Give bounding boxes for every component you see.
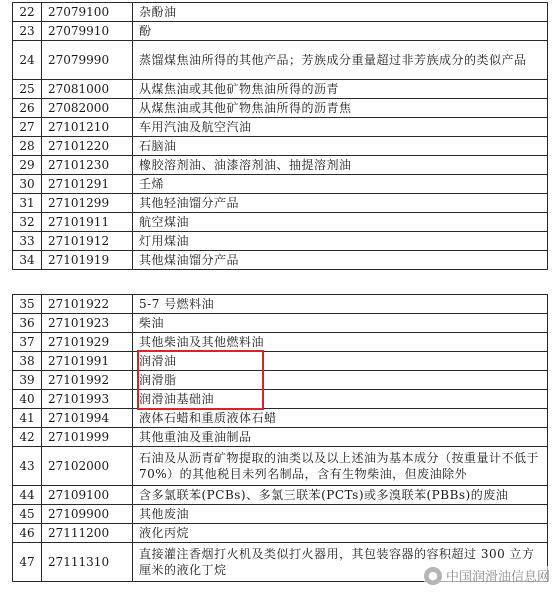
row-number: 34 xyxy=(13,251,42,270)
table-row xyxy=(13,3,548,22)
product-description: 润滑油 xyxy=(133,352,548,371)
product-description: 其他轻油馏分产品 xyxy=(133,194,548,213)
table-row xyxy=(13,428,548,447)
product-description: 润滑脂 xyxy=(133,371,548,390)
tariff-table-bottom xyxy=(12,294,548,582)
product-description: 其他重油及重油制品 xyxy=(133,428,548,447)
table-row xyxy=(13,175,548,194)
tariff-code: 27101230 xyxy=(42,156,133,175)
row-number: 35 xyxy=(13,295,42,314)
product-description: 含多氯联苯(PCBs)、多氯三联苯(PCTs)或多溴联苯(PBBs)的废油 xyxy=(133,486,548,505)
table-row xyxy=(13,80,548,99)
tariff-code: 27111200 xyxy=(42,524,133,543)
tariff-code: 27101923 xyxy=(42,314,133,333)
product-description: 蒸馏煤焦油所得的其他产品；芳族成分重量超过非芳族成分的类似产品 xyxy=(133,41,548,80)
tariff-code: 27101911 xyxy=(42,213,133,232)
table-row xyxy=(13,251,548,270)
row-number: 45 xyxy=(13,505,42,524)
row-number: 38 xyxy=(13,352,42,371)
tariff-code: 27101993 xyxy=(42,390,133,409)
product-description: 车用汽油及航空汽油 xyxy=(133,118,548,137)
tariff-table-top xyxy=(12,2,548,270)
tariff-code: 27109100 xyxy=(42,486,133,505)
tariff-code: 27101999 xyxy=(42,428,133,447)
product-description: 润滑油基础油 xyxy=(133,390,548,409)
tariff-code: 27101220 xyxy=(42,137,133,156)
wechat-icon: ● xyxy=(424,567,442,585)
tariff-code: 27101291 xyxy=(42,175,133,194)
table-row xyxy=(13,314,548,333)
product-description: 液体石蜡和重质液体石蜡 xyxy=(133,409,548,428)
table-row xyxy=(13,333,548,352)
row-number: 28 xyxy=(13,137,42,156)
tariff-code: 27101992 xyxy=(42,371,133,390)
tariff-code: 27101929 xyxy=(42,333,133,352)
tariff-code: 27101991 xyxy=(42,352,133,371)
product-description: 从煤焦油或其他矿物焦油所得的沥青 xyxy=(133,80,548,99)
product-description: 灯用煤油 xyxy=(133,232,548,251)
row-number: 44 xyxy=(13,486,42,505)
table-row xyxy=(13,371,548,390)
table-row xyxy=(13,295,548,314)
row-number: 23 xyxy=(13,22,42,41)
row-number: 24 xyxy=(13,41,42,80)
tariff-code: 27101994 xyxy=(42,409,133,428)
tariff-code: 27079990 xyxy=(42,41,133,80)
row-number: 40 xyxy=(13,390,42,409)
row-number: 33 xyxy=(13,232,42,251)
product-description: 石脑油 xyxy=(133,137,548,156)
product-description: 石油及从沥青矿物提取的油类以及以上述油为基本成分（按重量计不低于 70%）的其他税目未列名制品，含有生物柴油，但废油除外 xyxy=(133,447,548,486)
row-number: 41 xyxy=(13,409,42,428)
table-row xyxy=(13,232,548,251)
product-description: 其他柴油及其他燃料油 xyxy=(133,333,548,352)
row-number: 46 xyxy=(13,524,42,543)
row-number: 37 xyxy=(13,333,42,352)
table-row xyxy=(13,409,548,428)
table-row xyxy=(13,99,548,118)
tariff-code: 27101912 xyxy=(42,232,133,251)
row-number: 47 xyxy=(13,543,42,582)
product-description: 从煤焦油或其他矿物焦油所得的沥青焦 xyxy=(133,99,548,118)
row-number: 25 xyxy=(13,80,42,99)
tariff-code: 27101210 xyxy=(42,118,133,137)
product-description: 其他废油 xyxy=(133,505,548,524)
row-number: 31 xyxy=(13,194,42,213)
row-number: 30 xyxy=(13,175,42,194)
tariff-code: 27101299 xyxy=(42,194,133,213)
table-row xyxy=(13,524,548,543)
row-number: 42 xyxy=(13,428,42,447)
product-description: 酚 xyxy=(133,22,548,41)
row-number: 29 xyxy=(13,156,42,175)
tariff-code: 27109900 xyxy=(42,505,133,524)
table-row xyxy=(13,352,548,371)
table-row xyxy=(13,156,548,175)
product-description: 液化丙烷 xyxy=(133,524,548,543)
table-row xyxy=(13,213,548,232)
table-row xyxy=(13,137,548,156)
row-number: 26 xyxy=(13,99,42,118)
watermark-text: 中国润滑油信息网 xyxy=(445,570,550,585)
tariff-code: 27101922 xyxy=(42,295,133,314)
product-description: 柴油 xyxy=(133,314,548,333)
table-row xyxy=(13,390,548,409)
row-number: 22 xyxy=(13,3,42,22)
tariff-code: 27111310 xyxy=(42,543,133,582)
table-row xyxy=(13,505,548,524)
row-number: 39 xyxy=(13,371,42,390)
tariff-code: 27079100 xyxy=(42,3,133,22)
product-description: 橡胶溶剂油、油漆溶剂油、抽提溶剂油 xyxy=(133,156,548,175)
row-number: 27 xyxy=(13,118,42,137)
tariff-code: 27082000 xyxy=(42,99,133,118)
row-number: 32 xyxy=(13,213,42,232)
tariff-code: 27102000 xyxy=(42,447,133,486)
row-number: 36 xyxy=(13,314,42,333)
product-description: 杂酚油 xyxy=(133,3,548,22)
table-row xyxy=(13,486,548,505)
watermark xyxy=(424,566,550,585)
table-row xyxy=(13,194,548,213)
table-row xyxy=(13,118,548,137)
tariff-code: 27101919 xyxy=(42,251,133,270)
row-number: 43 xyxy=(13,447,42,486)
product-description: 壬烯 xyxy=(133,175,548,194)
product-description: 其他煤油馏分产品 xyxy=(133,251,548,270)
tariff-code: 27081000 xyxy=(42,80,133,99)
table-row xyxy=(13,41,548,80)
product-description: 航空煤油 xyxy=(133,213,548,232)
tariff-code: 27079910 xyxy=(42,22,133,41)
table-row xyxy=(13,22,548,41)
product-description: 直接灌注香烟打火机及类似打火器用，其包装容器的容积超过 300 立方厘米的液化丁烷 xyxy=(133,543,548,582)
product-description: 5-7 号燃料油 xyxy=(133,295,548,314)
table-row xyxy=(13,447,548,486)
